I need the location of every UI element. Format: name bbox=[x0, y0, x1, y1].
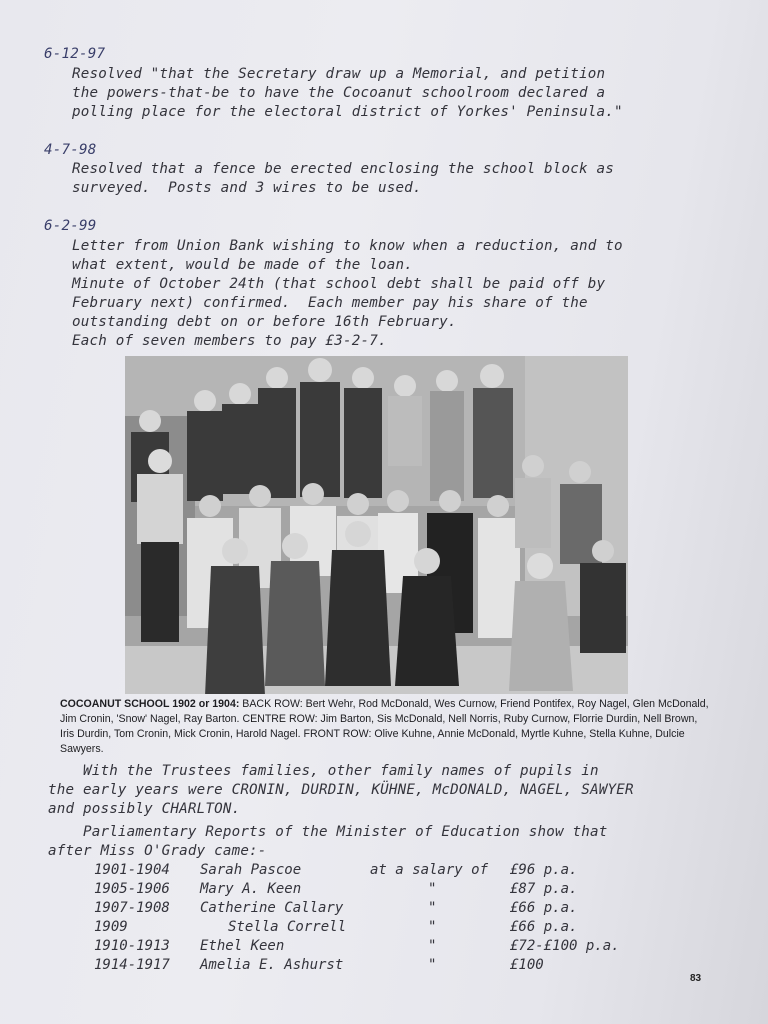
teacher-note: at a salary of bbox=[370, 862, 489, 878]
entry-line: what extent, would be made of the loan. bbox=[72, 257, 413, 273]
paragraph-line: With the Trustees families, other family names of pupils in bbox=[48, 763, 599, 779]
teacher-name: Stella Correll bbox=[228, 919, 347, 935]
teacher-name: Mary A. Keen bbox=[200, 881, 302, 897]
teacher-note: " bbox=[428, 881, 437, 897]
entry-line: Letter from Union Bank wishing to know when a reduction, and to bbox=[72, 238, 623, 254]
teacher-note: " bbox=[428, 919, 437, 935]
entry-line: Resolved that a fence be erected enclosing the school block as bbox=[72, 161, 614, 177]
teacher-name: Catherine Callary bbox=[200, 900, 344, 916]
teacher-years: 1909 bbox=[94, 919, 128, 935]
entry-line: Minute of October 24th (that school debt shall be paid off by bbox=[72, 276, 606, 292]
paragraph-line: and possibly CHARLTON. bbox=[48, 801, 241, 817]
teacher-years: 1901-1904 bbox=[94, 862, 170, 878]
teacher-years: 1914-1917 bbox=[94, 957, 170, 973]
caption-text: BACK ROW: Bert Wehr, Rod McDonald, Wes Curnow, Friend Pontifex, Roy Nagel, Glen McDonald, Jim Cronin, 'Snow' Nagel, Ray Barton. CENTRE ROW: Jim Barton, Sis McDonald, Nell Norris, Ruby Curnow, Florrie Durdin, Nell Brown, Iris Durdin, Tom Cronin, Mick Cronin, Harold Nagel. FRONT ROW: Olive Kuhne, Annie McDonald, Myrtle Kuhne, Stella Kuhne, Dulcie Sawyers. bbox=[60, 698, 709, 755]
entry-date: 6-12-97 bbox=[44, 46, 106, 62]
teacher-name: Amelia E. Ashurst bbox=[200, 957, 344, 973]
teacher-note: " bbox=[428, 900, 437, 916]
entry-line: polling place for the electoral district of Yorkes' Peninsula." bbox=[72, 104, 623, 120]
entry-line: Resolved "that the Secretary draw up a Memorial, and petition bbox=[72, 66, 606, 82]
entry-date: 6-2-99 bbox=[44, 218, 97, 234]
teacher-note: " bbox=[428, 938, 437, 954]
teacher-salary: £100 bbox=[510, 957, 544, 973]
school-photo-illustration bbox=[125, 356, 628, 694]
teacher-salary: £66 p.a. bbox=[510, 900, 578, 916]
entry-date: 4-7-98 bbox=[44, 142, 97, 158]
entry-line: February next) confirmed. Each member pay his share of the bbox=[72, 295, 588, 311]
teacher-salary: £72-£100 p.a. bbox=[510, 938, 620, 954]
teacher-salary: £96 p.a. bbox=[510, 862, 578, 878]
photo-caption bbox=[60, 697, 710, 757]
school-photo bbox=[125, 356, 628, 694]
paragraph-line: the early years were CRONIN, DURDIN, KÜHNE, McDONALD, NAGEL, SAWYER bbox=[48, 782, 634, 798]
entry-line: Each of seven members to pay £3-2-7. bbox=[72, 333, 387, 349]
page-number: 83 bbox=[690, 973, 702, 984]
teacher-note: " bbox=[428, 957, 437, 973]
teacher-salary: £66 p.a. bbox=[510, 919, 578, 935]
entry-line: outstanding debt on or before 16th February. bbox=[72, 314, 457, 330]
teacher-years: 1905-1906 bbox=[94, 881, 170, 897]
teacher-name: Sarah Pascoe bbox=[200, 862, 302, 878]
entry-line: surveyed. Posts and 3 wires to be used. bbox=[72, 180, 422, 196]
paragraph-line: after Miss O'Grady came:- bbox=[48, 843, 267, 859]
teacher-name: Ethel Keen bbox=[200, 938, 285, 954]
teacher-years: 1907-1908 bbox=[94, 900, 170, 916]
teacher-years: 1910-1913 bbox=[94, 938, 170, 954]
caption-heading: COCOANUT SCHOOL 1902 or 1904: bbox=[60, 698, 240, 710]
paragraph-line: Parliamentary Reports of the Minister of Education show that bbox=[48, 824, 608, 840]
teacher-salary: £87 p.a. bbox=[510, 881, 578, 897]
entry-line: the powers-that-be to have the Cocoanut schoolroom declared a bbox=[72, 85, 606, 101]
